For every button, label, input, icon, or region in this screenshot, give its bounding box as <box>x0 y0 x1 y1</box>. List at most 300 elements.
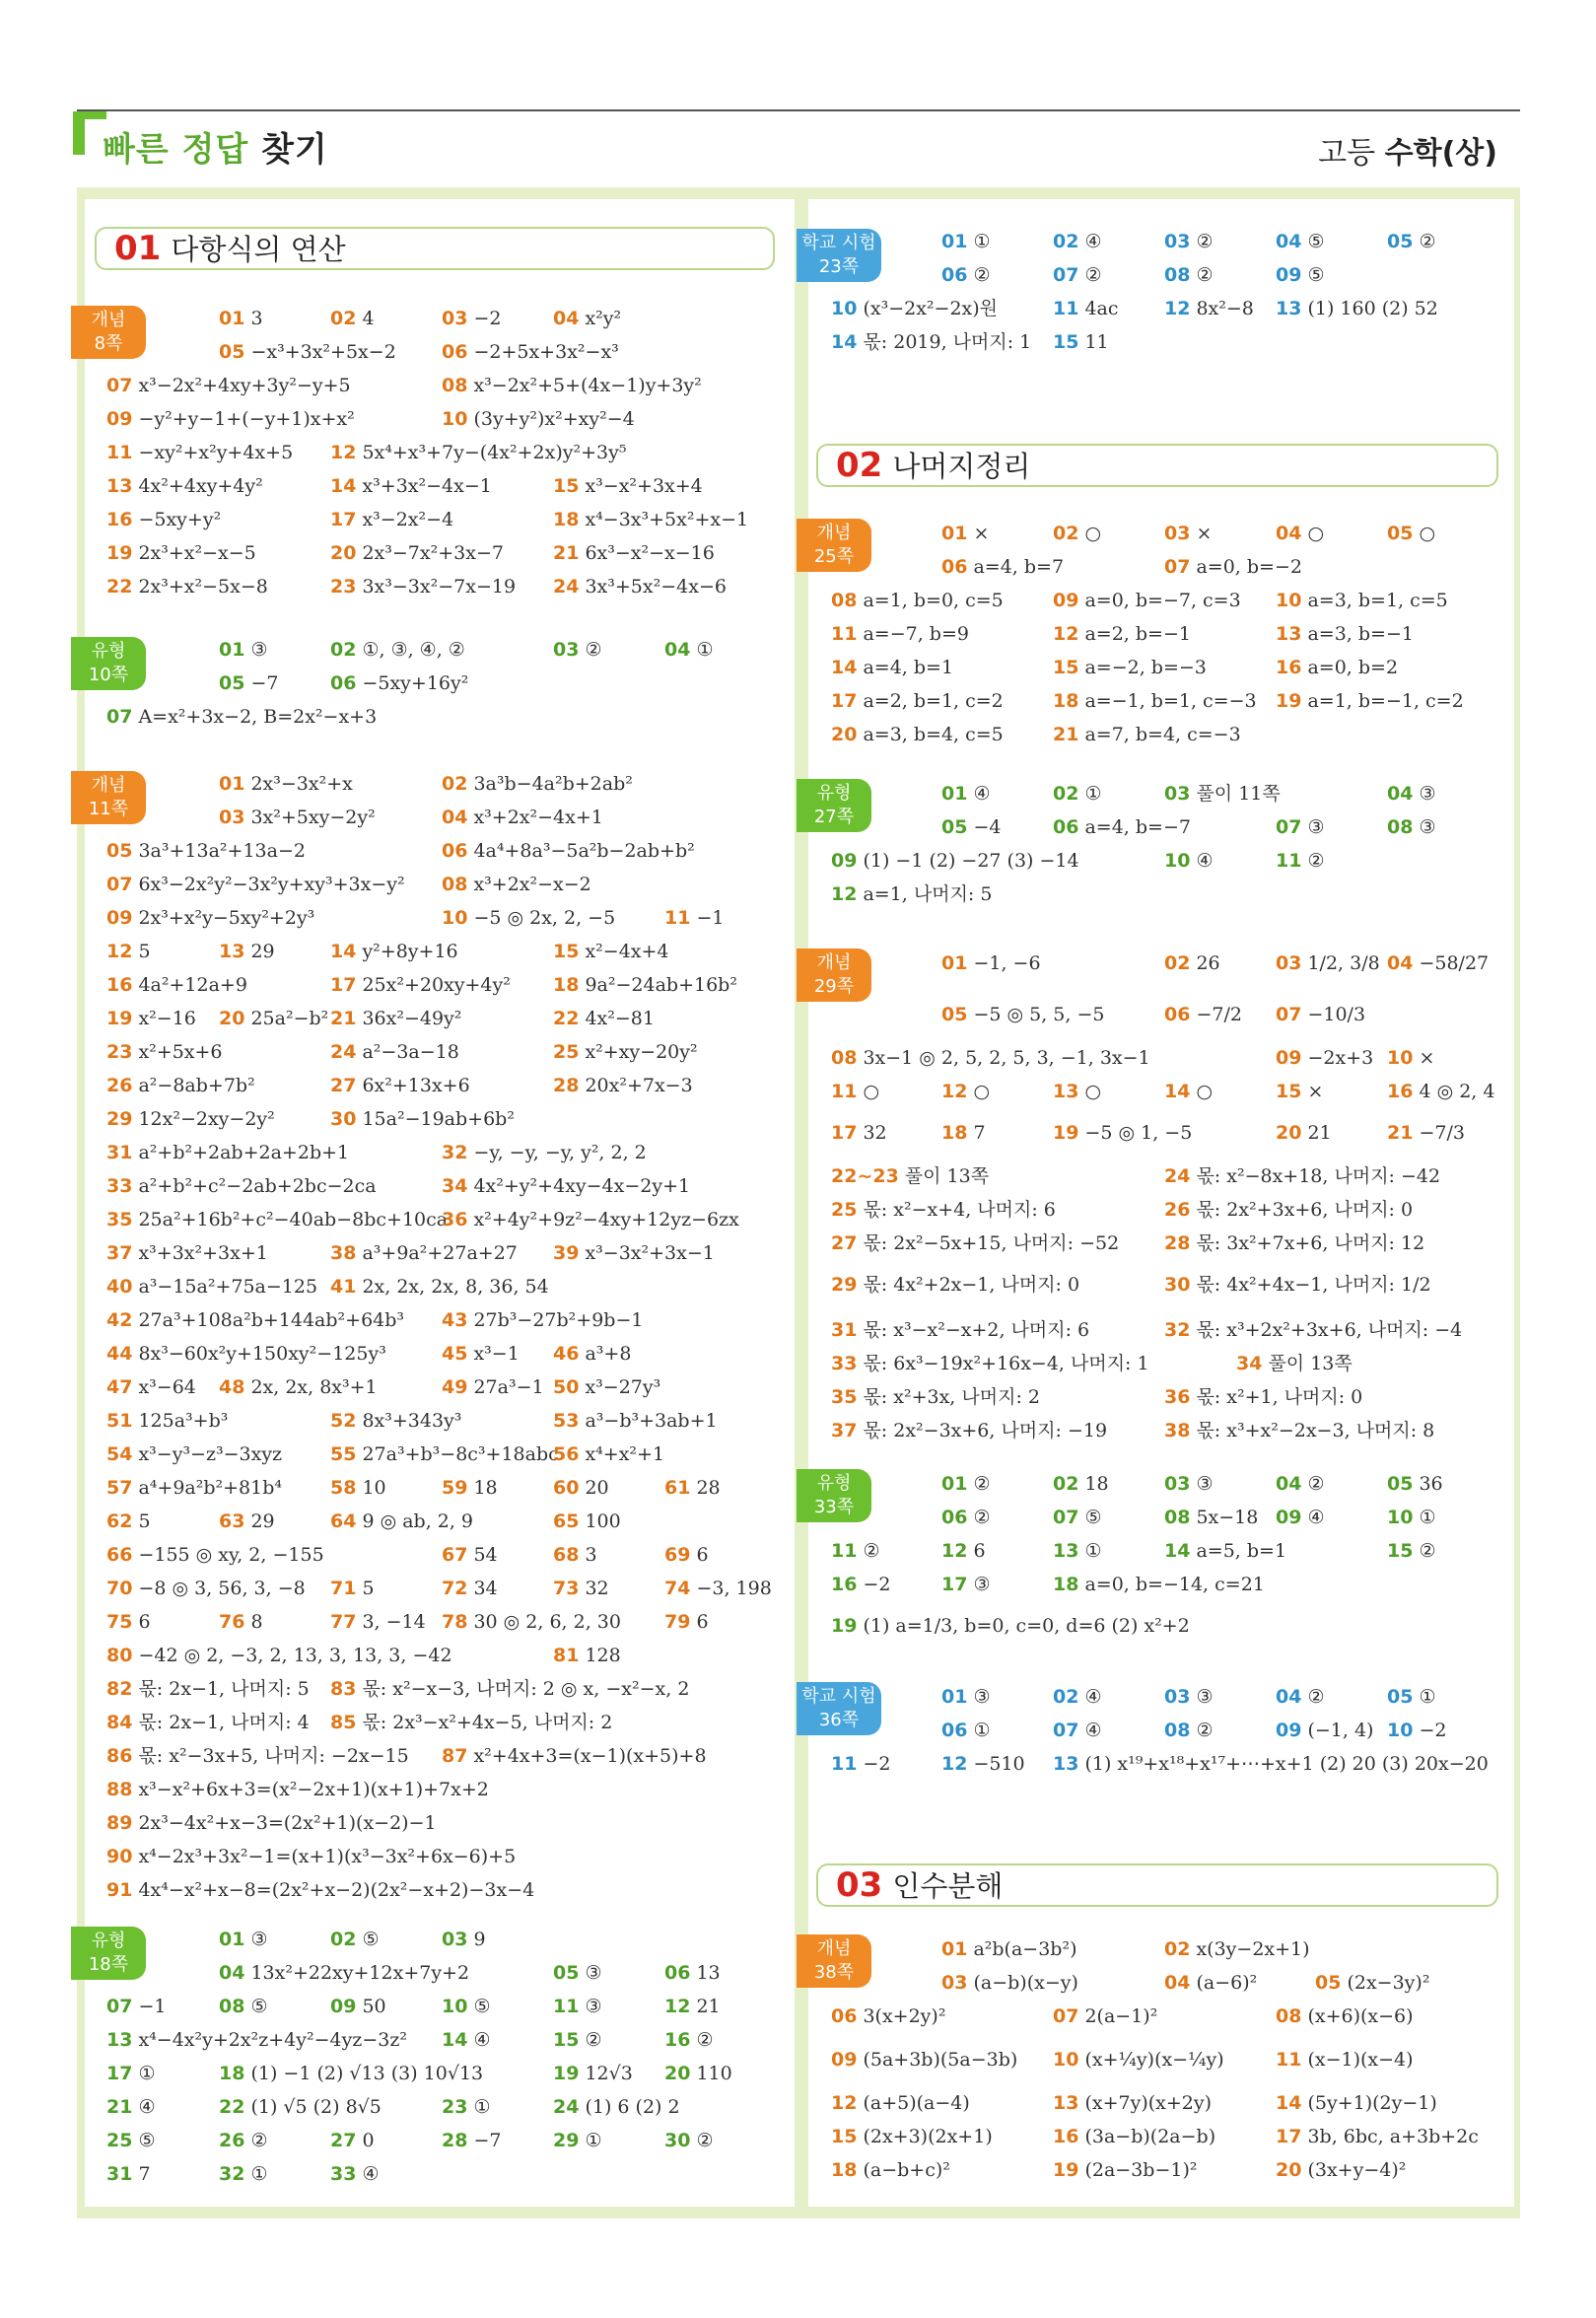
answer-number: 17 <box>330 974 357 996</box>
answer-y18-08 <box>219 1994 268 2019</box>
answer-c11-64 <box>330 1509 473 1534</box>
answer-c25-11 <box>831 621 969 647</box>
answer-number: 22 <box>553 1008 580 1029</box>
answer-text: 3a³+13a²+13a−2 <box>138 840 306 862</box>
answer-text: x³+3x²−4x−1 <box>362 475 492 497</box>
answer-text: 5 <box>138 941 151 962</box>
answer-c38-07 <box>1053 2003 1157 2029</box>
answer-number: 19 <box>1053 1122 1079 1144</box>
answer-c11-79 <box>664 1609 709 1635</box>
answer-text: A=x²+3x−2, B=2x²−x+3 <box>138 706 378 728</box>
answer-y18-22 <box>219 2094 382 2120</box>
answer-number: 05 <box>219 341 245 363</box>
answer-y33-17 <box>941 1572 991 1597</box>
answer-text: 2x³−7x²+3x−7 <box>362 542 504 564</box>
answer-text: x³+2x²−x−2 <box>473 874 591 895</box>
answer-text: a=1, b=0, c=5 <box>863 590 1004 611</box>
answer-c11-77 <box>330 1609 426 1635</box>
answer-text: −42 ◎ 2, −3, 2, 13, 3, 13, 3, −42 <box>138 1645 452 1666</box>
answer-c38-19 <box>1053 2157 1198 2183</box>
answer-text: a²+b²+c²−2ab+2bc−2ca <box>138 1175 377 1197</box>
answer-y18-17 <box>106 2061 156 2086</box>
answer-text: ② <box>863 1540 880 1562</box>
answer-text: ○ <box>1084 1081 1102 1102</box>
answer-text: −y, −y, −y, y², 2, 2 <box>473 1142 647 1163</box>
answer-text: x(3y−2x+1) <box>1196 1938 1310 1960</box>
answer-number: 15 <box>553 941 580 962</box>
answer-number: 73 <box>553 1578 580 1599</box>
answer-number: 08 <box>1164 1720 1191 1741</box>
answer-c29-12 <box>941 1079 990 1104</box>
answer-c29-02 <box>1164 950 1220 976</box>
answer-c38-14 <box>1276 2090 1437 2116</box>
answer-text: 5 <box>138 1510 151 1532</box>
answer-c11-01 <box>219 771 353 797</box>
answer-text: 4x⁴−x²+x−8=(2x²+x−2)(2x²−x+2)−3x−4 <box>138 1879 535 1901</box>
answer-c11-80 <box>106 1643 452 1668</box>
answer-text: 50 <box>362 1996 386 2017</box>
answer-number: 05 <box>941 1004 968 1025</box>
answer-number: 17 <box>831 690 858 712</box>
answer-c11-61 <box>664 1475 721 1501</box>
answer-text: 6x³−x²−x−16 <box>585 542 715 564</box>
answer-text: −1 <box>138 1996 167 2017</box>
answer-y18-14 <box>442 2027 491 2053</box>
answer-number: 38 <box>1164 1420 1191 1441</box>
answer-text: ○ <box>863 1081 880 1102</box>
answer-c25-08 <box>831 588 1004 613</box>
answer-text: 34 <box>473 1578 498 1599</box>
answer-number: 12 <box>330 442 357 463</box>
answer-text: 20x²+7x−3 <box>585 1075 693 1096</box>
answer-text: x³−3x²+3x−1 <box>585 1242 715 1264</box>
header-accent-top <box>73 111 106 119</box>
answer-text: 4 <box>362 308 375 329</box>
answer-number: 04 <box>1387 783 1414 805</box>
answer-number: 16 <box>831 1574 858 1595</box>
answer-c29-25 <box>831 1197 1056 1223</box>
answer-c29-05 <box>941 1002 1104 1027</box>
answer-c38-17 <box>1276 2124 1479 2149</box>
answer-number: 50 <box>553 1376 580 1398</box>
answer-y10-03 <box>553 637 602 663</box>
answer-text: ① <box>1419 1507 1436 1528</box>
answer-c29-08 <box>831 1045 1150 1071</box>
answer-s23-10 <box>831 296 998 321</box>
answer-number: 32 <box>1164 1319 1191 1341</box>
answer-number: 27 <box>330 1075 357 1096</box>
answer-text: −5xy+y² <box>138 509 222 530</box>
answer-y27-02 <box>1053 781 1102 807</box>
answer-c11-47 <box>106 1374 196 1400</box>
answer-number: 02 <box>1053 231 1079 252</box>
answer-number: 85 <box>330 1712 357 1733</box>
answer-number: 04 <box>219 1962 245 1984</box>
answer-number: 20 <box>664 2063 691 2084</box>
answer-number: 19 <box>1053 2159 1079 2181</box>
answer-y33-03 <box>1164 1471 1214 1497</box>
answer-number: 41 <box>330 1276 357 1298</box>
answer-c29-36 <box>1164 1384 1362 1410</box>
answer-number: 49 <box>442 1376 468 1398</box>
answer-text: x³−x²+6x+3=(x²−2x+1)(x+1)+7x+2 <box>138 1779 489 1800</box>
answer-c29-16 <box>1387 1079 1494 1104</box>
answer-y33-14 <box>1164 1538 1286 1564</box>
answer-c38-05 <box>1315 1970 1429 1996</box>
answer-c11-76 <box>219 1609 263 1635</box>
answer-y10-04 <box>664 637 714 663</box>
answer-y18-15 <box>553 2027 602 2053</box>
answer-number: 21 <box>106 2096 133 2118</box>
answer-text: 8x³−60x²y+150xy²−125y³ <box>138 1343 386 1365</box>
answer-number: 04 <box>1387 952 1414 974</box>
answer-text: 110 <box>696 2063 732 2084</box>
answer-number: 11 <box>831 1753 858 1775</box>
answer-text: x⁴−4x²y+2x²z+4y²−4yz−3z² <box>138 2029 407 2051</box>
answer-y27-01 <box>941 781 991 807</box>
answer-c11-14 <box>330 939 458 964</box>
answer-c11-04 <box>442 805 603 830</box>
answer-number: 28 <box>553 1075 580 1096</box>
answer-y10-07 <box>106 704 377 730</box>
answer-number: 02 <box>1053 1473 1079 1495</box>
answer-text: 3, −14 <box>362 1611 426 1633</box>
answer-number: 78 <box>442 1611 468 1633</box>
answer-text: ① <box>1419 1686 1436 1708</box>
answer-c11-60 <box>553 1475 609 1501</box>
answer-number: 03 <box>1276 952 1302 974</box>
answer-text: ○ <box>1196 1081 1214 1102</box>
answer-number: 17 <box>941 1574 968 1595</box>
answer-text: 몫: x²−x+4, 나머지: 6 <box>863 1199 1056 1221</box>
answer-s23-13 <box>1276 296 1438 321</box>
answer-text: 3x³+5x²−4x−6 <box>585 576 727 597</box>
answer-number: 12 <box>831 2092 858 2114</box>
answer-c11-52 <box>330 1408 461 1434</box>
answer-text: × <box>1196 523 1213 544</box>
answer-c8-04 <box>553 306 621 331</box>
answer-y18-10 <box>442 1994 491 2019</box>
answer-y10-02 <box>330 637 465 663</box>
answer-number: 09 <box>106 408 133 430</box>
answer-number: 15 <box>1053 657 1079 678</box>
answer-text: 2x³+x²−x−5 <box>138 542 256 564</box>
answer-c38-11 <box>1276 2047 1414 2072</box>
answer-text: ④ <box>1307 1507 1325 1528</box>
answer-number: 67 <box>442 1544 468 1566</box>
answer-text: −2x+3 <box>1307 1047 1374 1069</box>
answer-c38-13 <box>1053 2090 1212 2116</box>
tag-concept-8: 개념 8쪽 <box>71 306 146 359</box>
answer-text: ④ <box>1084 231 1102 252</box>
answer-text: −5 ◎ 5, 5, −5 <box>973 1004 1105 1025</box>
answer-number: 04 <box>553 308 580 329</box>
answer-y33-11 <box>831 1538 880 1564</box>
answer-text: 몫: x³+2x²+3x+6, 나머지: −4 <box>1196 1319 1463 1341</box>
answer-number: 01 <box>941 231 968 252</box>
answer-text: x³−x²+3x+4 <box>585 475 703 497</box>
answer-number: 01 <box>941 1686 968 1708</box>
answer-text: ⑤ <box>1307 231 1325 252</box>
answer-number: 06 <box>330 672 357 694</box>
section-02-title: 02 나머지정리 <box>816 444 1498 487</box>
answer-number: 20 <box>330 542 357 564</box>
answer-c29-22~23 <box>831 1163 989 1189</box>
answer-text: ③ <box>1196 1473 1214 1495</box>
answer-text: 4 ◎ 2, 4 <box>1419 1081 1495 1102</box>
answer-text: 2x³+x²y−5xy²+2y³ <box>138 907 315 929</box>
answer-number: 02 <box>1053 783 1079 805</box>
answer-text: a=−7, b=9 <box>863 623 969 645</box>
answer-c11-24 <box>330 1039 459 1065</box>
answer-c11-50 <box>553 1374 660 1400</box>
answer-number: 11 <box>1276 850 1302 872</box>
answer-c29-14 <box>1164 1079 1213 1104</box>
answer-c11-90 <box>106 1844 516 1869</box>
answer-number: 07 <box>106 874 133 895</box>
answer-number: 10 <box>442 1996 468 2017</box>
answer-number: 46 <box>553 1343 580 1365</box>
answer-number: 03 <box>1164 523 1191 544</box>
section-01-title: 01 다항식의 연산 <box>95 227 775 270</box>
answer-text: 5 <box>362 1578 375 1599</box>
answer-c8-12 <box>330 440 626 465</box>
answer-number: 77 <box>330 1611 357 1633</box>
answer-number: 08 <box>831 590 858 611</box>
answer-number: 52 <box>330 1410 357 1432</box>
answer-text: 5x⁴+x³+7y−(4x²+2x)y²+3y⁵ <box>362 442 627 463</box>
answer-c38-18 <box>831 2157 950 2183</box>
tag-type-10: 유형 10쪽 <box>71 637 146 690</box>
answer-number: 05 <box>941 816 968 838</box>
answer-text: −5 ◎ 2x, 2, −5 <box>473 907 616 929</box>
answer-number: 13 <box>1276 623 1302 645</box>
answer-s36-09 <box>1276 1718 1373 1743</box>
answer-c11-57 <box>106 1475 282 1501</box>
answer-c11-72 <box>442 1576 498 1601</box>
answer-number: 31 <box>831 1319 858 1341</box>
answer-number: 11 <box>831 1540 858 1562</box>
answer-text: ① <box>585 2130 602 2151</box>
answer-s23-03 <box>1164 229 1214 254</box>
answer-number: 70 <box>106 1578 133 1599</box>
answer-text: × <box>973 523 990 544</box>
answer-text: 몫: 2019, 나머지: 1 <box>863 331 1032 353</box>
answer-c11-86 <box>106 1743 409 1769</box>
answer-text: 2(a−1)² <box>1084 2005 1158 2027</box>
answer-text: (a+5)(a−4) <box>863 2092 970 2114</box>
answer-c25-01 <box>941 521 989 546</box>
answer-number: 75 <box>106 1611 133 1633</box>
answer-number: 13 <box>1053 1540 1079 1562</box>
answer-number: 13 <box>219 941 245 962</box>
answer-y18-13 <box>106 2027 407 2053</box>
answer-c11-43 <box>442 1307 643 1333</box>
answer-c11-18 <box>553 972 737 998</box>
answer-c11-13 <box>219 939 275 964</box>
answer-text: (1) −1 (2) √13 (3) 10√13 <box>250 2063 484 2084</box>
answer-text: a³−15a²+75a−125 <box>138 1276 318 1298</box>
answer-y33-12 <box>941 1538 986 1564</box>
answer-y18-32 <box>219 2161 268 2187</box>
answer-text: 9a²−24ab+16b² <box>585 974 737 996</box>
answer-number: 15 <box>553 2029 580 2051</box>
answer-c25-16 <box>1276 655 1398 680</box>
answer-number: 71 <box>330 1578 357 1599</box>
answer-c38-09 <box>831 2047 1017 2072</box>
answer-text: −2 <box>863 1753 891 1775</box>
answer-number: 06 <box>941 556 968 578</box>
answer-number: 68 <box>553 1544 580 1566</box>
answer-s36-01 <box>941 1684 991 1710</box>
answer-text: x³−2x²+4xy+3y²−y+5 <box>138 375 351 396</box>
answer-text: ① <box>473 2096 491 2118</box>
answer-number: 30 <box>330 1108 357 1130</box>
answer-text: x³+3x²+3x+1 <box>138 1242 268 1264</box>
answer-text: (x+7y)(x+2y) <box>1084 2092 1213 2114</box>
answer-c11-85 <box>330 1710 612 1735</box>
answer-text: ③ <box>973 1686 991 1708</box>
answer-c11-91 <box>106 1877 534 1903</box>
answer-number: 33 <box>106 1175 133 1197</box>
answer-y18-01 <box>219 1927 268 1952</box>
answer-number: 11 <box>106 442 133 463</box>
answer-s36-11 <box>831 1751 890 1777</box>
answer-text: a²−8ab+7b² <box>138 1075 255 1096</box>
answer-number: 19 <box>106 542 133 564</box>
answer-text: ○ <box>1307 523 1325 544</box>
answer-number: 23 <box>106 1041 133 1063</box>
answer-text: x²+xy−20y² <box>585 1041 698 1063</box>
answer-text: 13 <box>696 1962 721 1984</box>
answer-text: ② <box>250 2130 268 2151</box>
answer-number: 25 <box>831 1199 858 1221</box>
answer-c29-07 <box>1276 1002 1365 1027</box>
answer-c11-19 <box>106 1006 196 1031</box>
answer-number: 58 <box>330 1477 357 1499</box>
answer-c29-24 <box>1164 1163 1440 1189</box>
answer-c11-22 <box>553 1006 655 1031</box>
answer-text: 6x³−2x²y²−3x²y+xy³+3x−y² <box>138 874 405 895</box>
answer-s23-07 <box>1053 262 1102 288</box>
answer-y18-29 <box>553 2128 602 2153</box>
answer-y18-31 <box>106 2161 151 2187</box>
answer-c29-18 <box>941 1120 986 1146</box>
answer-text: ② <box>973 1473 991 1495</box>
answer-text: −2 <box>473 308 502 329</box>
answer-number: 19 <box>106 1008 133 1029</box>
answer-y18-09 <box>330 1994 386 2019</box>
answer-number: 80 <box>106 1645 133 1666</box>
answer-number: 11 <box>831 623 858 645</box>
answer-text: 36x²−49y² <box>362 1008 462 1029</box>
answer-y33-09 <box>1276 1505 1325 1530</box>
answer-number: 37 <box>831 1420 858 1441</box>
answer-c11-25 <box>553 1039 698 1065</box>
subject-label: 고등 수학(상) <box>1318 136 1497 171</box>
answer-c25-17 <box>831 688 1004 714</box>
answer-text: ② <box>1084 264 1102 286</box>
answer-c11-29 <box>106 1106 275 1132</box>
answer-c25-20 <box>831 722 1004 747</box>
answer-c11-81 <box>553 1643 621 1668</box>
answer-text: ③ <box>1419 783 1436 805</box>
answer-number: 01 <box>941 952 968 974</box>
answer-c29-20 <box>1276 1120 1332 1146</box>
answer-text: 3 <box>585 1544 597 1566</box>
answer-text: ③ <box>973 1574 991 1595</box>
answer-y10-01 <box>219 637 268 663</box>
answer-number: 09 <box>106 907 133 929</box>
answer-c29-29 <box>831 1272 1079 1298</box>
answer-text: 25x²+20xy+4y² <box>362 974 511 996</box>
answer-number: 15 <box>553 475 580 497</box>
answer-number: 18 <box>941 1122 968 1144</box>
answer-number: 34 <box>1236 1353 1263 1374</box>
answer-number: 16 <box>106 509 133 530</box>
answer-s23-08 <box>1164 262 1214 288</box>
answer-number: 08 <box>831 1047 858 1069</box>
answer-c11-07 <box>106 872 405 897</box>
answer-number: 55 <box>330 1443 357 1465</box>
answer-c11-62 <box>106 1509 151 1534</box>
answer-number: 81 <box>553 1645 580 1666</box>
answer-number: 34 <box>442 1175 468 1197</box>
answer-number: 06 <box>1053 816 1079 838</box>
answer-text: 12√3 <box>585 2063 633 2084</box>
answer-number: 12 <box>1164 298 1191 319</box>
answer-y18-28 <box>442 2128 501 2153</box>
answer-number: 09 <box>831 850 858 872</box>
answer-number: 14 <box>330 941 357 962</box>
answer-text: a³+9a²+27a+27 <box>362 1242 518 1264</box>
answer-text: 8x³+343y³ <box>362 1410 462 1432</box>
answer-c11-40 <box>106 1274 317 1299</box>
answer-text: 8x²−8 <box>1196 298 1254 319</box>
answer-number: 90 <box>106 1846 133 1867</box>
answer-text: 3x²+5xy−2y² <box>250 807 376 828</box>
answer-text: 36 <box>1419 1473 1443 1495</box>
answer-text: a=4, b=1 <box>863 657 954 678</box>
answer-text: 2x³+x²−5x−8 <box>138 576 268 597</box>
answer-text: 26 <box>1196 952 1220 974</box>
answer-text: (5a+3b)(5a−3b) <box>863 2049 1018 2071</box>
answer-number: 10 <box>442 907 468 929</box>
answer-text: 풀이 13쪽 <box>1268 1353 1353 1374</box>
answer-number: 10 <box>1387 1720 1414 1741</box>
answer-text: 28 <box>696 1477 721 1499</box>
answer-s23-12 <box>1164 296 1254 321</box>
answer-text: ①, ③, ④, ② <box>362 639 465 661</box>
answer-s23-02 <box>1053 229 1102 254</box>
answer-text: ① <box>1084 783 1102 805</box>
answer-text: −7/3 <box>1419 1122 1465 1144</box>
answer-number: 51 <box>106 1410 133 1432</box>
answer-y33-01 <box>941 1471 991 1497</box>
answer-text: 54 <box>473 1544 498 1566</box>
answer-number: 07 <box>1276 1004 1302 1025</box>
answer-text: 몫: x²−x−3, 나머지: 2 ◎ x, −x²−x, 2 <box>362 1678 690 1700</box>
answer-number: 12 <box>831 883 858 905</box>
answer-text: 13x²+22xy+12x+7y+2 <box>250 1962 470 1984</box>
answer-text: 9 ◎ ab, 2, 9 <box>362 1510 474 1532</box>
answer-text: a²−3a−18 <box>362 1041 459 1063</box>
answer-text: ② <box>1307 1686 1325 1708</box>
answer-text: 몫: 6x³−19x²+16x−4, 나머지: 1 <box>863 1353 1149 1374</box>
answer-number: 01 <box>941 783 968 805</box>
answer-c11-66 <box>106 1542 324 1568</box>
answer-y18-05 <box>553 1960 602 1986</box>
